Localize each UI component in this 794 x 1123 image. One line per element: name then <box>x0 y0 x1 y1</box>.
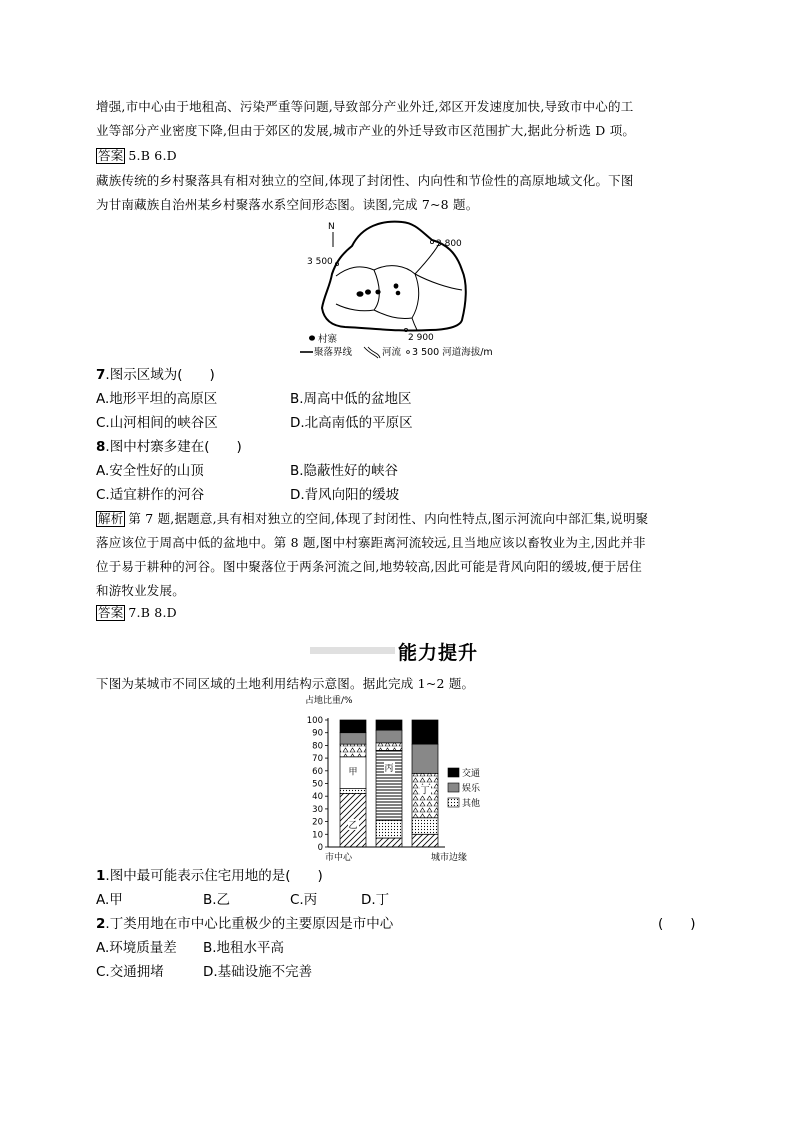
settlement-water-map <box>290 212 520 362</box>
chart-bars <box>340 720 438 847</box>
outer-boundary <box>322 222 466 331</box>
bar-segment <box>412 834 438 847</box>
analysis-78-line-4: 和游牧业发展。 <box>96 583 185 598</box>
bar-segment <box>376 720 402 730</box>
q7-stem: 7.图示区域为( ) <box>96 367 215 383</box>
answer-text: 7.B 8.D <box>128 605 177 620</box>
bar-inline-label: 乙 <box>348 820 358 831</box>
q8-option-d[interactable]: D.背风向阳的缓坡 <box>290 487 400 503</box>
bar-segment <box>412 720 438 744</box>
bar-segment <box>412 818 438 835</box>
q2-option-d[interactable]: D.基础设施不完善 <box>203 964 313 980</box>
answer-text: 5.B 6.D <box>128 148 177 163</box>
inner-boundary-east <box>415 274 462 290</box>
y-tick-label: 30 <box>312 804 323 815</box>
analysis-78-line-3: 位于易于耕种的河谷。图中聚落位于两条河流之间,地势较高,因此可能是背风向阳的缓坡,便于居住 <box>96 559 642 574</box>
village-icon <box>357 291 364 297</box>
bar-segment <box>376 730 402 743</box>
land-use-chart <box>300 693 500 863</box>
intro-line-2: 业等部分产业密度下降,但由于郊区的发展,城市产业的外迁导致市区范围扩大,据此分析选 D 项。 <box>96 123 636 138</box>
legend-village-icon <box>309 335 315 340</box>
q1-option-c[interactable]: C.丙 <box>290 892 318 908</box>
y-tick-label: 10 <box>312 830 323 841</box>
section-decor-bar <box>310 647 395 654</box>
q8-option-b[interactable]: B.隐蔽性好的峡谷 <box>290 463 399 479</box>
village-icon <box>394 283 399 288</box>
bar-segment <box>340 733 366 744</box>
y-tick-label: 80 <box>312 741 323 752</box>
analysis-78-line-2: 落应该位于周高中低的盆地中。第 8 题,图中村寨距离河流较远,且当地应该以畜牧业为主,因此并非 <box>96 535 646 550</box>
legend-river: 河流 <box>382 347 402 358</box>
q2-option-c[interactable]: C.交通拥堵 <box>96 964 164 980</box>
q8-option-c[interactable]: C.适宜耕作的河谷 <box>96 487 205 503</box>
legend-swatch-traffic <box>448 768 459 777</box>
legend-elevation-icon <box>407 351 410 354</box>
q7-option-a[interactable]: A.地形平坦的高原区 <box>96 391 218 407</box>
bar-inline-label: 丙 <box>384 763 394 774</box>
legend-other: 其他 <box>462 799 481 809</box>
y-tick-label: 70 <box>312 754 323 765</box>
passage-78-line-1: 藏族传统的乡村聚落具有相对独立的空间,体现了封闭性、内向性和节俭性的高原地域文化。下图 <box>96 173 634 188</box>
q1-option-d[interactable]: D.丁 <box>361 892 390 908</box>
y-tick-label: 90 <box>312 728 323 739</box>
y-tick-label: 0 <box>317 843 323 853</box>
q2-option-a[interactable]: A.环境质量差 <box>96 940 177 956</box>
y-tick-label: 100 <box>306 716 323 726</box>
bar-inline-label: 丁 <box>420 786 430 797</box>
village-icon <box>375 290 380 295</box>
chart-x-left-label: 市中心 <box>325 853 353 863</box>
bar-segment <box>340 720 366 733</box>
y-tick-label: 60 <box>312 766 323 777</box>
legend-traffic: 交通 <box>462 769 481 779</box>
q2-option-b[interactable]: B.地租水平高 <box>203 940 285 956</box>
y-tick-label: 40 <box>312 792 323 803</box>
analysis-label: 解析 <box>98 511 124 526</box>
bar-segment <box>376 820 402 838</box>
q7-option-c[interactable]: C.山河相间的峡谷区 <box>96 415 218 431</box>
analysis-text-1: 第 7 题,据题意,具有相对独立的空间,体现了封闭性、内向性特点,图示河流向中部汇集,说明聚 <box>128 511 649 526</box>
elevation-2900: 2 900 <box>408 333 434 343</box>
q7-option-d[interactable]: D.北高南低的平原区 <box>290 415 413 431</box>
village-icon <box>365 289 371 294</box>
legend-swatch-entertainment <box>448 783 459 792</box>
y-tick-label: 20 <box>312 817 323 828</box>
answer-5-6 <box>96 148 706 164</box>
q8-option-a[interactable]: A.安全性好的山顶 <box>96 463 204 479</box>
legend-river-icon <box>364 347 380 358</box>
bar-segment <box>412 744 438 773</box>
analysis-78-line-1 <box>96 511 706 527</box>
bar-inline-label: 甲 <box>348 767 358 778</box>
legend-elevation: 3 500 河道海拔/m <box>412 347 493 358</box>
q7-option-b[interactable]: B.周高中低的盆地区 <box>290 391 412 407</box>
elevation-3500: 3 500 <box>307 257 333 267</box>
q1-option-a[interactable]: A.甲 <box>96 892 123 908</box>
section-title: 能力提升 <box>398 642 479 664</box>
passage-78-line-2: 为甘南藏族自治州某乡村聚落水系空间形态图。读图,完成 7~8 题。 <box>96 197 479 212</box>
bar-segment <box>340 789 366 794</box>
q2-answer-paren: ( ) <box>658 916 696 932</box>
inner-boundary-left <box>336 267 379 311</box>
bar-segment <box>340 744 366 757</box>
answer-label: 答案 <box>98 148 124 163</box>
elevation-3800: 3 800 <box>436 239 462 249</box>
chart-ylabel: 占地比重/% <box>305 696 353 706</box>
legend-swatch-other <box>448 798 459 807</box>
q1-option-b[interactable]: B.乙 <box>203 892 231 908</box>
bar-segment <box>376 838 402 847</box>
answer-label: 答案 <box>98 605 124 620</box>
village-icon <box>396 291 401 296</box>
passage-12-line-1: 下图为某城市不同区域的土地利用结构示意图。据此完成 1~2 题。 <box>96 676 475 691</box>
legend-boundary: 聚落界线 <box>314 347 353 358</box>
q8-stem: 8.图中村寨多建在( ) <box>96 439 242 455</box>
q1-stem: 1.图中最可能表示住宅用地的是( ) <box>96 868 323 884</box>
intro-line-1: 增强,市中心由于地租高、污染严重等问题,导致部分产业外迁,郊区开发速度加快,导致市中心的工 <box>96 99 634 114</box>
legend-village: 村寨 <box>318 334 338 345</box>
chart-x-right-label: 城市边缘 <box>431 853 468 863</box>
y-tick-label: 50 <box>312 779 323 790</box>
q2-stem: 2.丁类用地在市中心比重极少的主要原因是市中心 <box>96 916 394 932</box>
legend-entertainment: 娱乐 <box>462 784 481 794</box>
inner-boundary-south <box>412 318 417 330</box>
north-label: N <box>328 222 335 232</box>
bar-segment <box>376 750 402 820</box>
answer-7-8 <box>96 605 706 621</box>
bar-segment <box>376 743 402 751</box>
